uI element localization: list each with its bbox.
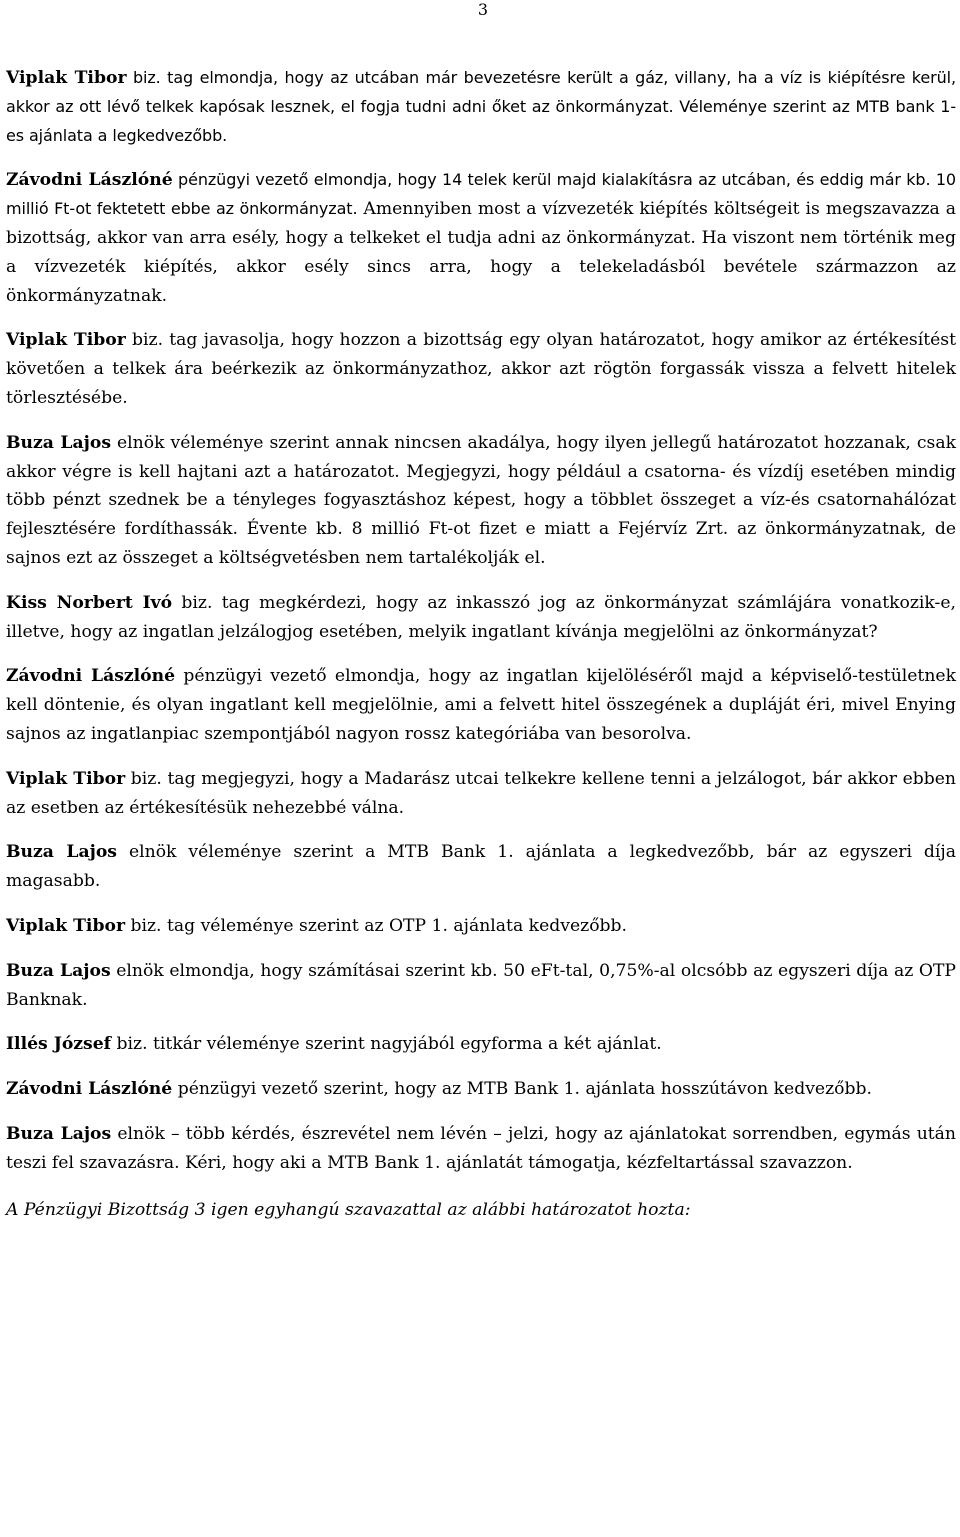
paragraph-text: elnök elmondja, hogy számításai szerint kb. 50 eFt-tal, 0,75%-al olcsóbb az egyszeri díja az OTP Banknak. — [6, 960, 956, 1010]
paragraph-text: elnök véleménye szerint a MTB Bank 1. ajánlata a legkedvezőbb, bár az egyszeri díja magasabb. — [6, 842, 956, 892]
speaker-name: Buza Lajos — [6, 432, 112, 453]
speaker-name: Viplak Tibor — [6, 330, 126, 351]
paragraph-text: biz. tag megjegyzi, hogy a Madarász utcai telkekre kellene tenni a jelzálogot, bár akkor ebben az esetben az értékesítésük nehezebbé válna. — [6, 768, 956, 818]
paragraph — [6, 765, 956, 823]
paragraph — [6, 1030, 956, 1059]
paragraph-text: biz. tag megkérdezi, hogy az inkasszó jog az önkormányzat számlájára vonatkozik-e, illetve, hogy az ingatlan jelzálogjog esetében, melyik ingatlant kívánja megjelölni az önkormányzat? — [6, 592, 956, 642]
resolution-intro: A Pénzügyi Bizottság 3 igen egyhangú szavazattal az alábbi határozatot hozta: — [6, 1199, 691, 1220]
paragraph-text: biz. tag javasolja, hogy hozzon a bizottság egy olyan határozatot, hogy amikor az értékesítést követően a telkek ára beérkezik az önkormányzathoz, akkor azt rögtön forgassák vissza a felvett hitelek törlesztésébe. — [6, 330, 956, 408]
speaker-name: Viplak Tibor — [6, 915, 125, 936]
speaker-name: Buza Lajos — [6, 1123, 112, 1144]
speaker-name: Buza Lajos — [6, 960, 111, 981]
speaker-name: Illés József — [6, 1034, 112, 1055]
speaker-name: Závodni Lászlóné — [6, 1079, 173, 1100]
minutes-body — [6, 64, 956, 1240]
paragraph-text: pénzügyi vezető szerint, hogy az MTB Bank 1. ajánlata hosszútávon kedvezőbb. — [172, 1079, 872, 1100]
paragraph-text: biz. titkár véleménye szerint nagyjából egyforma a két ajánlat. — [111, 1034, 662, 1055]
paragraph-text: Amennyiben most a vízvezeték kiépítés költségeit is megszavazza a bizottság, akkor van arra esély, hogy a telkeket el tudja adni az önkormányzat. Ha viszont nem történik meg a vízvezeték kiépítés, akkor esély sincs arra, hogy a telekeladásból bevétele származzon az önkormányzatnak. — [6, 199, 956, 306]
paragraph — [6, 1075, 956, 1104]
paragraph — [6, 166, 956, 310]
paragraph — [6, 838, 956, 896]
speaker-name: Závodni Lászlóné — [6, 666, 176, 687]
paragraph — [6, 957, 956, 1015]
paragraph — [6, 589, 956, 647]
paragraph — [6, 912, 956, 941]
speaker-name: Závodni Lászlóné — [6, 170, 173, 191]
speaker-name: Viplak Tibor — [6, 68, 127, 88]
speaker-name: Viplak Tibor — [6, 768, 126, 789]
page-number: 3 — [477, 0, 488, 19]
paragraph — [6, 429, 956, 573]
paragraph — [6, 662, 956, 748]
paragraph-text: elnök véleménye szerint annak nincsen akadálya, hogy ilyen jellegű határozatot hozzanak, csak akkor végre is kell hajtani azt a határozatot. Megjegyzi, hogy például a csatorna- és vízdíj esetében mindig több pénzt szednek be a tényleges fogyasztáshoz képest, hogy a többlet összeget a víz-és csatornahálózat fejlesztésére fordíthassák. Évente kb. 8 millió Ft-ot fizet e miatt a Fejérvíz Zrt. az önkormányzatnak, de sajnos ezt az összeget a költségvetésben nem tartalékolják el. — [6, 432, 956, 568]
paragraph-text: pénzügyi vezető elmondja, hogy 14 telek kerül majd kialakításra az utcában, és eddig már kb. 10 millió Ft-ot fektetett ebbe az önkormányzat. — [6, 170, 956, 219]
paragraph-text: biz. tag véleménye szerint az OTP 1. ajánlata kedvezőbb. — [125, 915, 628, 936]
paragraph — [6, 1120, 956, 1178]
paragraph-text: pénzügyi vezető elmondja, hogy az ingatlan kijelöléséről majd a képviselő-testületnek kell döntenie, és olyan ingatlant kell megjelölnie, ami a felvett hitel összegének a dupláját éri, mivel Enying sajnos az ingatlanpiac szempontjából nagyon rossz kategóriába van besorolva. — [6, 666, 956, 744]
speaker-name: Kiss Norbert Ivó — [6, 592, 173, 613]
paragraph-text: elnök – több kérdés, észrevétel nem lévén – jelzi, hogy az ajánlatokat sorrendben, egymás után teszi fel szavazásra. Kéri, hogy aki a MTB Bank 1. ajánlatát támogatja, kézfeltartással szavazzon. — [6, 1123, 956, 1173]
speaker-name: Buza Lajos — [6, 842, 117, 863]
paragraph-text: biz. tag elmondja, hogy az utcában már bevezetésre került a gáz, villany, ha a víz is kiépítésre kerül, akkor az ott lévő telkek kapósak lesznek, el fogja tudni adni őket az önkormányzat. Véleménye szerint az MTB bank 1-es ajánlata a legkedvezőbb. — [6, 68, 957, 145]
paragraph — [6, 326, 956, 412]
paragraph — [6, 64, 956, 150]
